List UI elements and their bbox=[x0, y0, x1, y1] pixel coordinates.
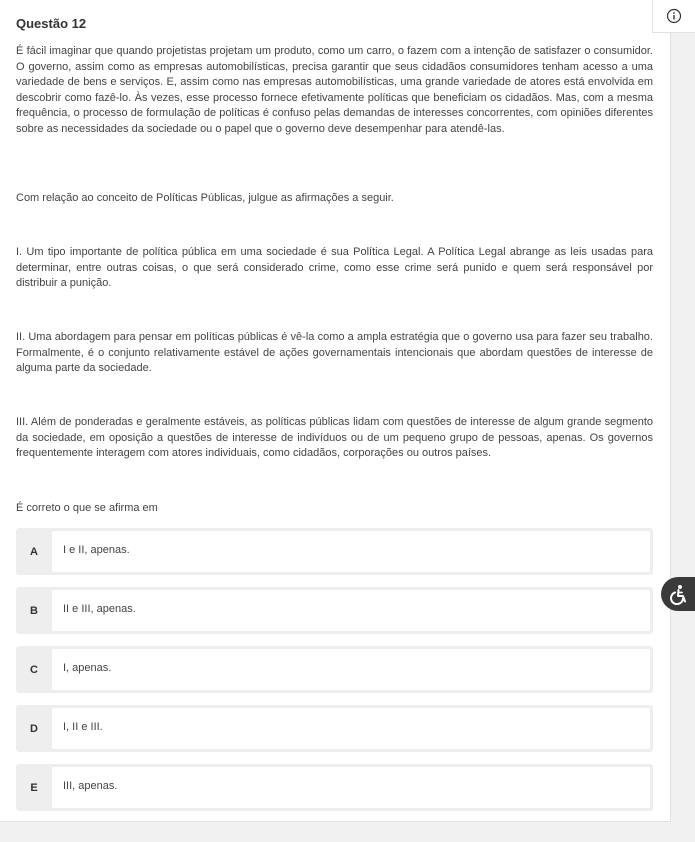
option-box[interactable] bbox=[52, 649, 650, 690]
info-icon bbox=[666, 8, 682, 24]
option-c[interactable] bbox=[16, 646, 653, 693]
option-text: I e II, apenas. bbox=[63, 544, 130, 556]
question-prompt: Com relação ao conceito de Políticas Públicas, julgue as afirmações a seguir. bbox=[16, 192, 394, 204]
option-e[interactable] bbox=[16, 764, 653, 811]
option-text: I, apenas. bbox=[63, 662, 112, 674]
statement-3: III. Além de ponderadas e geralmente estáveis, as políticas públicas lidam com questões de interesse de algum grande segmento da sociedade, em oposição a questões de interesse de indivíduos ou de um pequeno grupo de pessoas, apenas. Os governos frequentemente interagem com atores individuais, como cidadãos, corporações ou outros países. bbox=[16, 416, 653, 459]
question-context: É fácil imaginar que quando projetistas projetam um produto, como um carro, o fazem com a intenção de satisfazer o consumidor. O governo, assim como as empresas automobilísticas, precisa garantir que seus cidadãos consumidores tenham acesso a uma variedade de bens e serviços. E, assim como nas empresas automobilísticas, uma grande variedade de atores está envolvida em descobrir como fazê-lo. Às vezes, esse processo fornece efetivamente políticas que beneficiam os cidadãos. Mas, com a mesma frequência, o processo de formulação de políticas é confuso pelas demandas de interesses concorrentes, com opiniões diferentes sobre as necessidades da sociedade ou o papel que o governo deve desempenhar para atendê-las. bbox=[16, 45, 653, 135]
accessibility-icon bbox=[667, 583, 689, 605]
option-letter: A bbox=[30, 545, 38, 558]
option-box[interactable] bbox=[52, 708, 650, 749]
accessibility-button[interactable] bbox=[661, 577, 695, 611]
statement-2: II. Uma abordagem para pensar em políticas públicas é vê-la como a ampla estratégia que o governo usa para fazer seu trabalho. Formalmente, é o conjunto relativamente estável de ações governamentais intencionais que abordam questões de interesse de alguma parte da sociedade. bbox=[16, 331, 653, 374]
info-button[interactable] bbox=[652, 0, 695, 33]
option-d[interactable] bbox=[16, 705, 653, 752]
option-b[interactable] bbox=[16, 587, 653, 634]
option-box[interactable] bbox=[52, 531, 650, 572]
option-a[interactable] bbox=[16, 528, 653, 575]
question-title: Questão 12 bbox=[16, 16, 87, 31]
statement-1: I. Um tipo importante de política pública em uma sociedade é sua Política Legal. A Política Legal abrange as leis usadas para determinar, entre outras coisas, o que será considerado crime, como esse crime será punido e quem será responsável por distribuir a punição. bbox=[16, 246, 653, 289]
question-ask: É correto o que se afirma em bbox=[16, 502, 158, 514]
option-letter: C bbox=[30, 663, 38, 676]
option-text: II e III, apenas. bbox=[63, 603, 136, 615]
option-letter: E bbox=[30, 781, 38, 794]
option-text: III, apenas. bbox=[63, 780, 118, 792]
option-box[interactable] bbox=[52, 590, 650, 631]
option-letter: B bbox=[30, 604, 38, 617]
option-letter: D bbox=[30, 722, 38, 735]
option-box[interactable] bbox=[52, 767, 650, 808]
option-text: I, II e III. bbox=[63, 721, 103, 733]
